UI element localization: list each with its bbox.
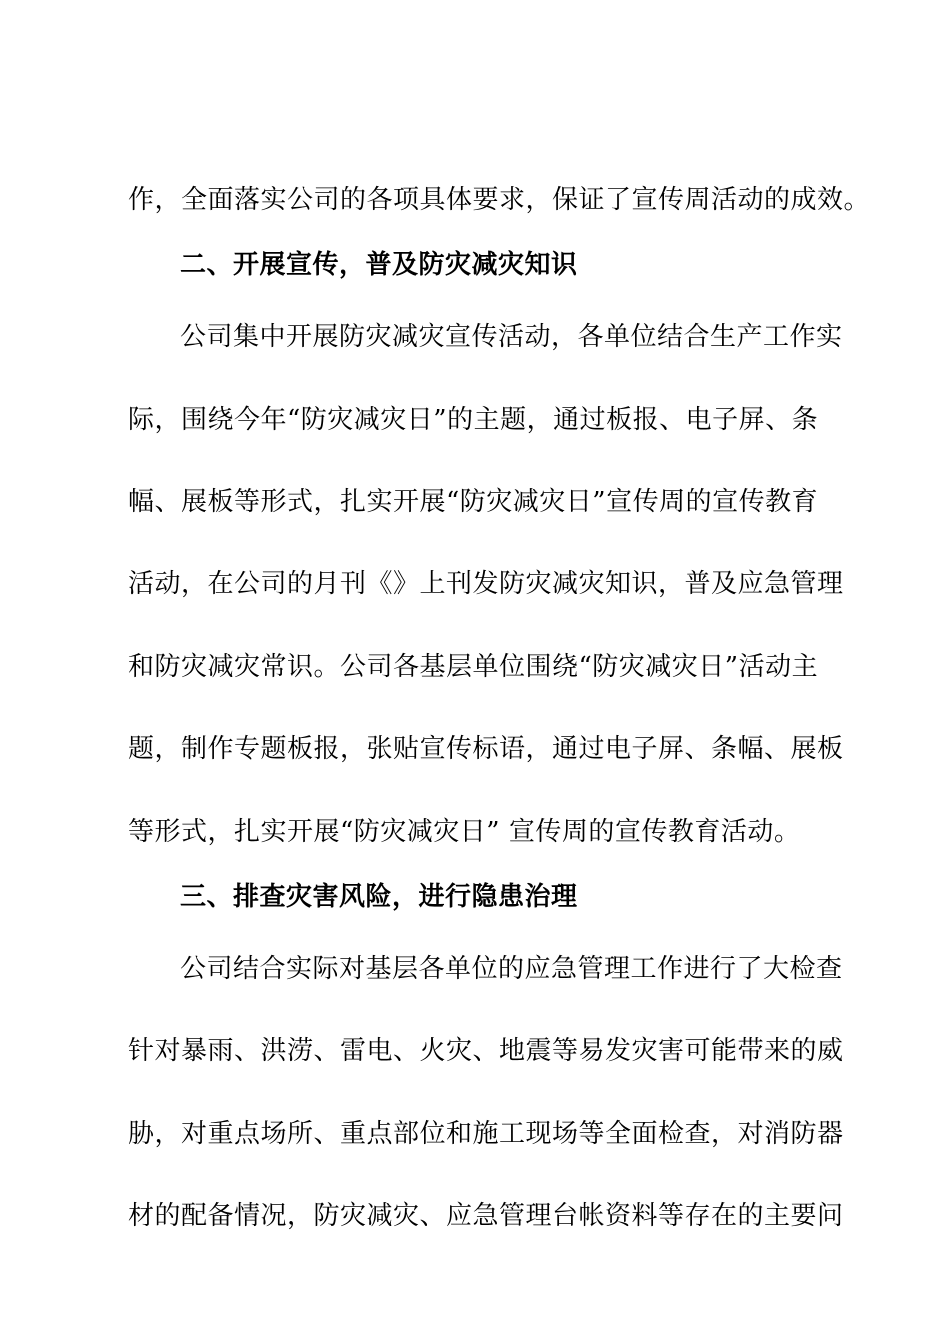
paragraph-continuation-line: 作，全面落实公司的各项具体要求，保证了宣传周活动的成效。 [128,185,871,215]
paragraph-line: 公司集中开展防灾减灾宣传活动，各单位结合生产工作实 [180,322,843,352]
paragraph-line: 际，围绕今年“防灾减灾日”的主题，通过板报、电子屏、条 [128,405,819,435]
section-heading-2: 二、开展宣传，普及防灾减灾知识 [180,250,578,280]
paragraph-line: 胁，对重点场所、重点部位和施工现场等全面检查，对消防器 [128,1119,844,1149]
paragraph-line: 等形式，扎实开展“防灾减灾日” 宣传周的宣传教育活动。 [128,817,801,847]
paragraph-line: 幅、展板等形式，扎实开展“防灾减灾日”宣传周的宣传教育 [128,487,819,517]
paragraph-line: 针对暴雨、洪涝、雷电、火灾、地震等易发灾害可能带来的威 [128,1036,844,1066]
section-heading-3: 三、排查灾害风险，进行隐患治理 [180,882,578,912]
paragraph-line: 题，制作专题板报，张贴宣传标语，通过电子屏、条幅、展板 [128,734,844,764]
paragraph-line: 公司结合实际对基层各单位的应急管理工作进行了大检查 [180,954,843,984]
paragraph-line: 和防灾减灾常识。公司各基层单位围绕“防灾减灾日”活动主 [128,652,819,682]
paragraph-line: 材的配备情况，防灾减灾、应急管理台帐资料等存在的主要问 [128,1201,844,1231]
paragraph-line: 活动，在公司的月刊《》上刊发防灾减灾知识，普及应急管理 [128,569,844,599]
